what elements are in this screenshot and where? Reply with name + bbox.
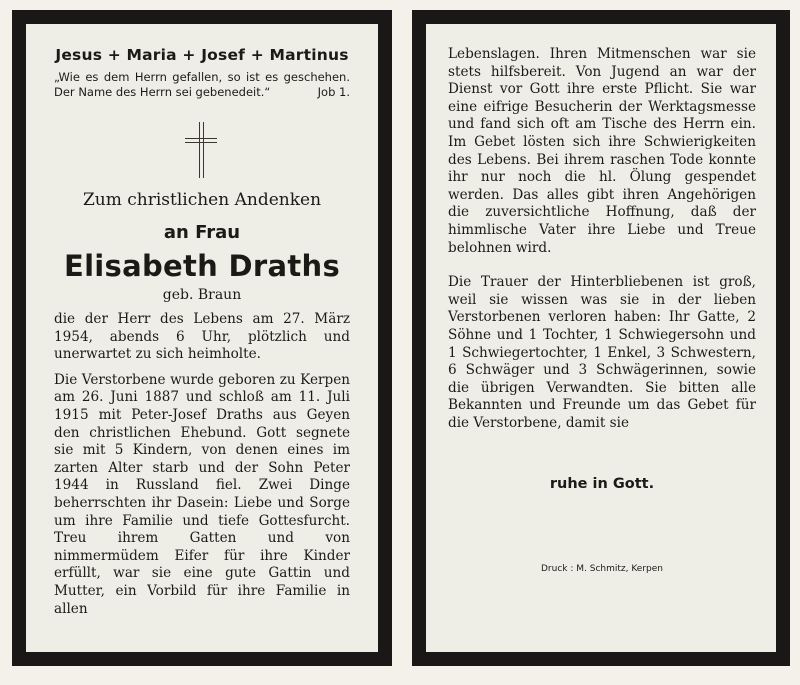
bible-quote-reference: Job 1. [317, 85, 350, 99]
mourners-paragraph: Die Trauer der Hinterbliebenen ist groß, weil sie wissen was sie in der lieben Verstorbenen verloren haben: Ihr Gatte, 2 Söhne und 1 Tochter, 1 Schwiegersohn und 1 Schwiegertochter, 1 Enkel, 3 Schwestern, 6 Schwäger und 3 Schwägerinnen, sowie die übrigen Verwandten. Sie bitten alle Bekannten und Freunde um das Gebet für die Verstorbene, damit sie [448, 274, 756, 431]
memorial-card-left-page [12, 10, 392, 666]
biography-continued-paragraph: Lebenslagen. Ihren Mitmenschen war sie stets hilfsbereit. Von Jugend an war der Dienst vor Gott ihre erste Pflicht. Sie war eine eifrige Besucherin der Werktagsmesse und fand sich oft am Tische des Herrn ein. Im Gebet lösten sich ihre Schwierigkeiten des Lebens. Bei ihrem raschen Tode konnte ihr nur noch die hl. Ölung gespendet werden. Das alles gibt ihren Angehörigen die zuversichtliche Hoffnung, daß der himmlische Vater ihre Liebe und Treue belohnen wird. [448, 46, 756, 256]
bible-quote [54, 70, 350, 100]
death-paragraph: die der Herr des Lebens am 27. März 1954, abends 6 Uhr, plötzlich und unerwartet zu sich heimholte. [54, 311, 350, 363]
printer-credit: Druck : M. Schmitz, Kerpen [541, 564, 663, 575]
left-page-content [26, 24, 378, 652]
memorial-card-right-page [412, 10, 790, 666]
maiden-name: geb. Braun [162, 287, 242, 303]
salutation: an Frau [163, 222, 241, 243]
closing-phrase: ruhe in Gott. [549, 476, 655, 493]
biography-paragraph: Die Verstorbene wurde geboren zu Kerpen am 26. Juni 1887 und schloß am 11. Juli 1915 mit Peter-Josef Draths aus Geyen den christlichen Ehebund. Gott segnete sie mit 5 Kindern, von denen eines im zarten Alter starb und der Sohn Peter 1944 in Russland fiel. Zwei Dinge beherrschten ihr Dasein: Liebe und Sorge um ihre Familie und tiefe Gottesfurcht. Treu ihrem Gatten und von nimmermüdem Eifer für ihre Kinder erfüllt, war sie eine gute Gattin und Mutter, ein Vorbild für ihre Familie in allen [54, 371, 350, 617]
deceased-name: Elisabeth Draths [63, 249, 341, 283]
cross-icon [182, 122, 222, 178]
memorial-heading: Zum christlichen Andenken [82, 190, 322, 210]
saints-header: Jesus + Maria + Josef + Martinus [55, 46, 349, 64]
right-page-content [426, 24, 776, 652]
bible-quote-text: „Wie es dem Herrn gefallen, so ist es geschehen. Der Name des Herrn sei gebenedeit.“ [54, 70, 350, 99]
